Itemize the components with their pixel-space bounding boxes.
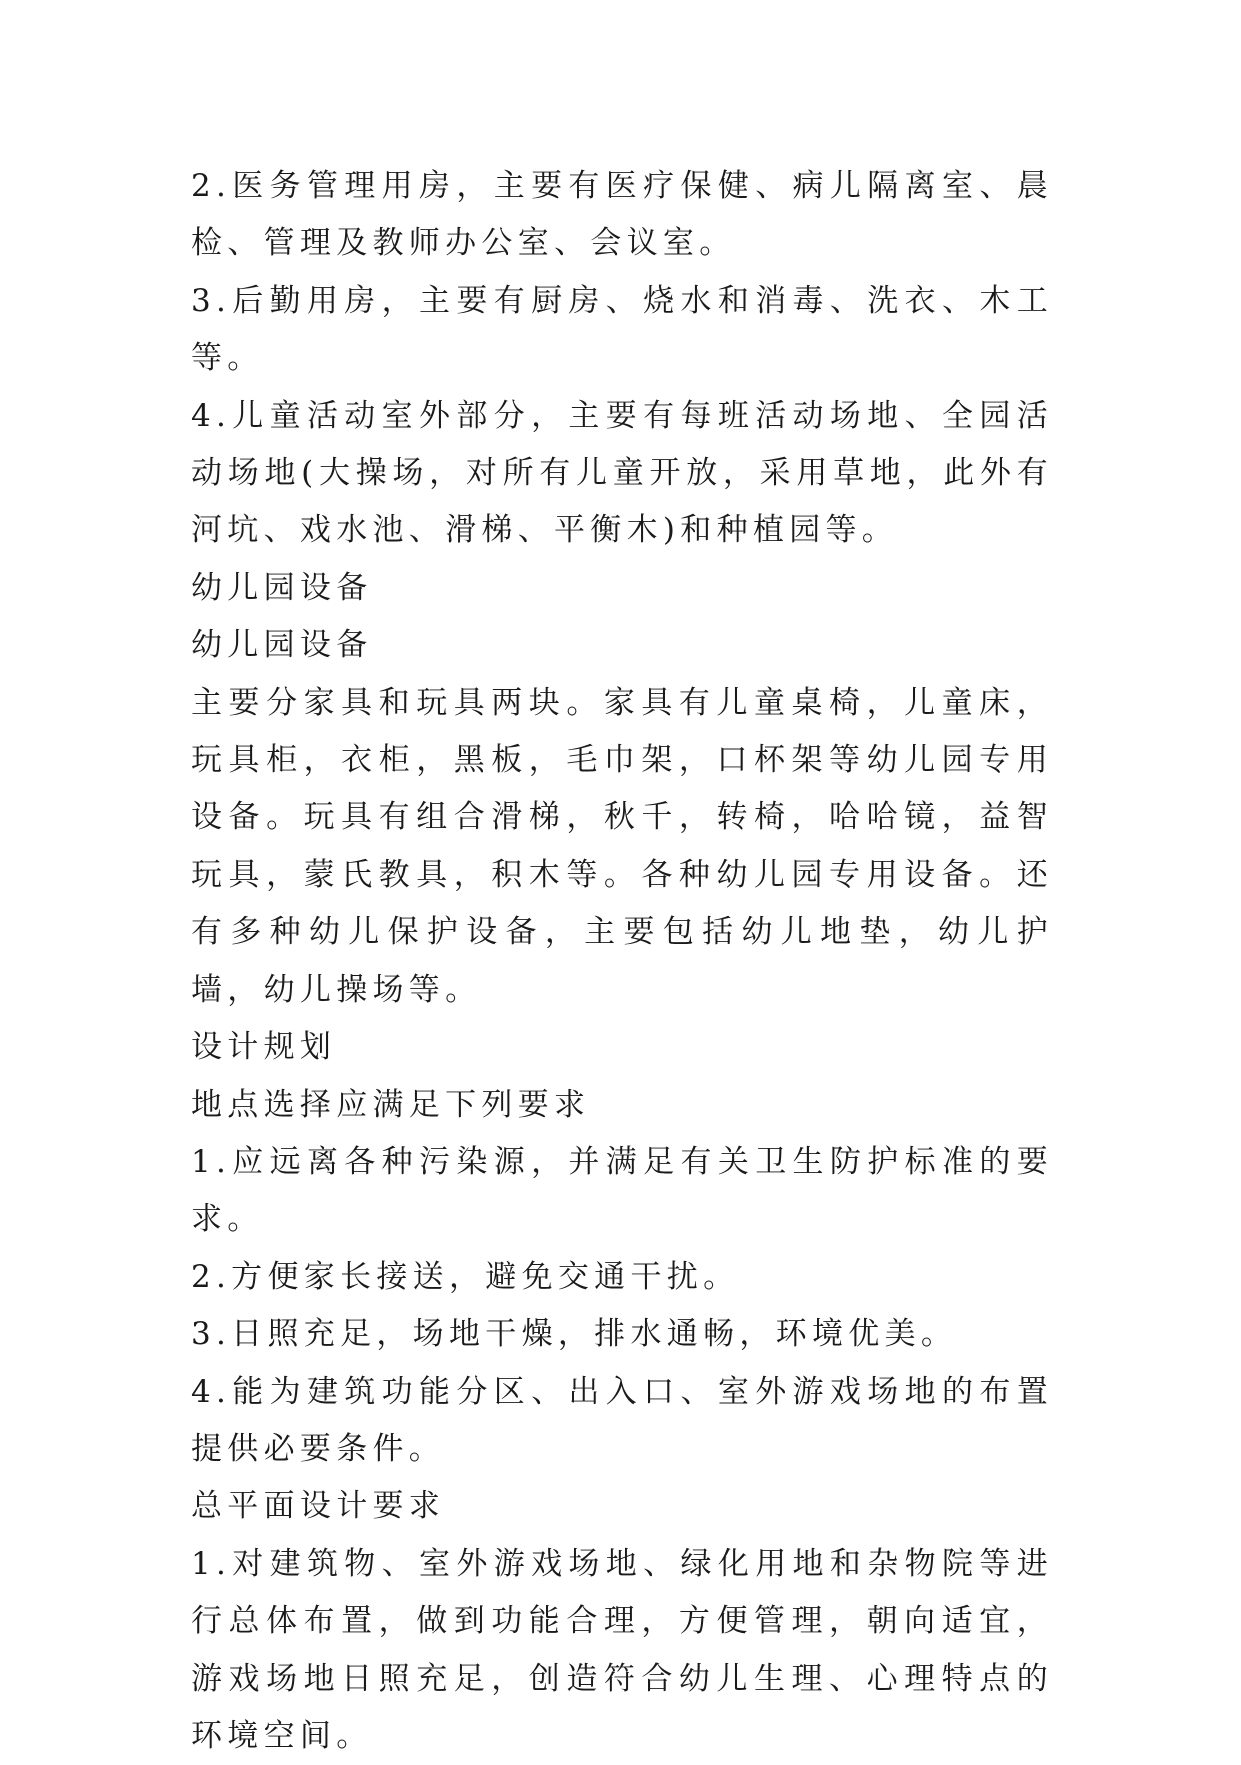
- paragraph-outdoor-areas: 4.儿童活动室外部分，主要有每班活动场地、全园活动场地(大操场，对所有儿童开放，采用草地，此外有河坑、戏水池、滑梯、平衡木)和种植园等。: [191, 397, 1053, 549]
- list-item-site-plan-1: 1.对建筑物、室外游戏场地、绿化用地和杂物院等进行总体布置，做到功能合理，方便管理，朝向适宜，游戏场地日照充足，创造符合幼儿生理、心理特点的环境空间。: [191, 1545, 1053, 1754]
- list-item-site-2: 2.方便家长接送，避免交通干扰。: [191, 1258, 740, 1295]
- paragraph-medical-rooms: 2.医务管理用房，主要有医疗保健、病儿隔离室、晨检、管理及教师办公室、会议室。: [191, 168, 1053, 262]
- heading-site-selection: 地点选择应满足下列要求: [191, 1086, 591, 1123]
- heading-equipment-repeat: 幼儿园设备: [191, 627, 373, 664]
- list-item-site-1: 1.应远离各种污染源，并满足有关卫生防护标准的要求。: [191, 1143, 1053, 1238]
- paragraph-logistics-rooms: 3.后勤用房，主要有厨房、烧水和消毒、洗衣、木工等。: [191, 282, 1053, 377]
- list-item-site-4: 4.能为建筑功能分区、出入口、室外游戏场地的布置提供必要条件。: [191, 1373, 1053, 1467]
- heading-design-planning: 设计规划: [191, 1029, 337, 1066]
- heading-equipment: 幼儿园设备: [191, 569, 373, 606]
- paragraph-equipment-details: 主要分家具和玩具两块。家具有儿童桌椅，儿童床，玩具柜，衣柜，黑板，毛巾架，口杯架等幼儿园专用设备。玩具有组合滑梯，秋千，转椅，哈哈镜，益智玩具，蒙氏教具，积木等。各种幼儿园专用设备。还有多种幼儿保护设备，主要包括幼儿地垫，幼儿护墙，幼儿操场等。: [191, 684, 1053, 1008]
- list-item-site-3: 3.日照充足，场地干燥，排水通畅，环境优美。: [191, 1316, 958, 1353]
- document-body: [191, 158, 1053, 1765]
- heading-site-plan: 总平面设计要求: [191, 1488, 446, 1525]
